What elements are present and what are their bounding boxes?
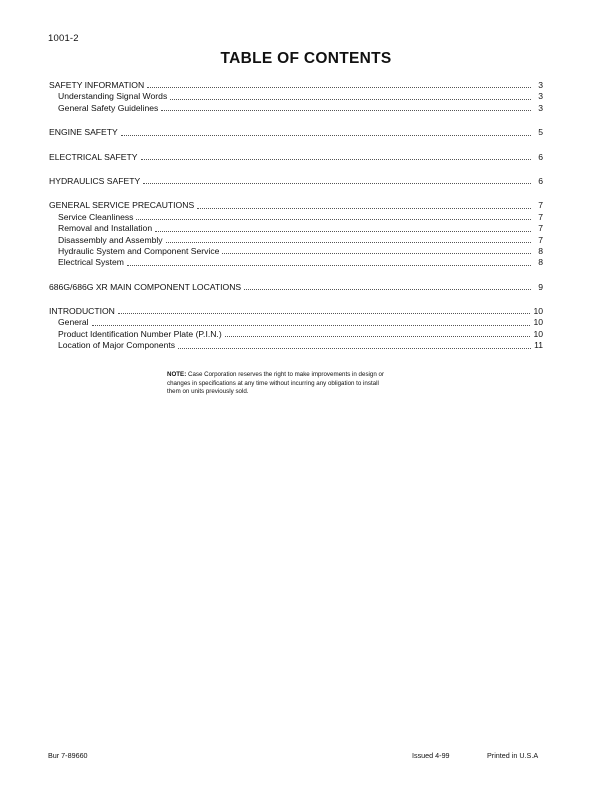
toc-entry-page: 8 bbox=[538, 245, 543, 256]
toc-leader-dots bbox=[92, 325, 531, 326]
toc-entry-label: Service Cleanliness bbox=[58, 211, 134, 222]
toc-entry-page: 7 bbox=[538, 223, 543, 234]
toc-subentry[interactable] bbox=[49, 257, 543, 268]
toc-entry-label: Hydraulic System and Component Service bbox=[58, 245, 220, 256]
toc-subentry[interactable] bbox=[49, 235, 543, 246]
toc-leader-dots bbox=[141, 159, 531, 160]
toc-section bbox=[49, 282, 543, 293]
toc-section-heading[interactable] bbox=[49, 306, 543, 317]
toc-leader-dots bbox=[136, 219, 531, 220]
toc-entry-page: 5 bbox=[538, 127, 543, 138]
toc-leader-dots bbox=[178, 348, 531, 349]
toc-leader-dots bbox=[244, 289, 531, 290]
toc-entry-label: Electrical System bbox=[58, 257, 124, 268]
page-title: TABLE OF CONTENTS bbox=[220, 50, 392, 67]
toc-entry-label: General bbox=[58, 317, 89, 328]
toc-entry-label: 686G/686G XR MAIN COMPONENT LOCATIONS bbox=[49, 281, 242, 292]
toc-leader-dots bbox=[170, 99, 531, 100]
toc-subentry[interactable] bbox=[49, 91, 543, 102]
toc-subentry[interactable] bbox=[49, 340, 543, 351]
toc-section bbox=[49, 306, 543, 352]
toc-entry-label: ENGINE SAFETY bbox=[49, 127, 118, 138]
toc-entry-label: Disassembly and Assembly bbox=[58, 234, 163, 245]
footer-document-id: Bur 7-89660 bbox=[48, 751, 88, 760]
toc-entry-label: GENERAL SERVICE PRECAUTIONS bbox=[49, 200, 195, 211]
toc-leader-dots bbox=[166, 242, 531, 243]
toc-leader-dots bbox=[161, 110, 531, 111]
toc-entry-page: 10 bbox=[533, 328, 543, 339]
toc-leader-dots bbox=[225, 336, 531, 337]
toc-entry-label: Understanding Signal Words bbox=[58, 91, 168, 102]
toc-section-heading[interactable] bbox=[49, 152, 543, 163]
toc-subentry[interactable] bbox=[49, 329, 543, 340]
toc-section bbox=[49, 176, 543, 187]
toc-leader-dots bbox=[147, 87, 531, 88]
page-number: 1001-2 bbox=[48, 33, 79, 44]
toc-leader-dots bbox=[155, 231, 531, 232]
toc-entry-label: HYDRAULICS SAFETY bbox=[49, 175, 141, 186]
note-text-1: Case Corporation reserves the right to make improvements in design or bbox=[187, 371, 385, 378]
toc-entry-page: 3 bbox=[538, 102, 543, 113]
toc-section bbox=[49, 152, 543, 163]
toc-leader-dots bbox=[197, 208, 531, 209]
note-line-2: changes in specifications at any time without incurring any obligation to install bbox=[167, 379, 379, 387]
toc-section bbox=[49, 80, 543, 114]
toc-entry-label: INTRODUCTION bbox=[49, 306, 115, 317]
toc-subentry[interactable] bbox=[49, 317, 543, 328]
toc-leader-dots bbox=[143, 183, 531, 184]
toc-entry-page: 3 bbox=[538, 80, 543, 90]
toc-section-heading[interactable] bbox=[49, 127, 543, 138]
note-block bbox=[167, 371, 467, 397]
toc-entry-page: 3 bbox=[538, 91, 543, 102]
toc-entry-page: 6 bbox=[538, 175, 543, 186]
toc-leader-dots bbox=[127, 265, 531, 266]
note-line-1 bbox=[167, 371, 467, 380]
toc-leader-dots bbox=[222, 253, 531, 254]
toc-entry-page: 9 bbox=[538, 281, 543, 292]
toc-entry-page: 6 bbox=[538, 151, 543, 162]
note-line-3: them on units previously sold. bbox=[167, 388, 249, 396]
toc-leader-dots bbox=[118, 313, 531, 314]
toc-subentry[interactable] bbox=[49, 103, 543, 114]
footer-printed: Printed in U.S.A bbox=[487, 751, 539, 760]
toc-subentry[interactable] bbox=[49, 223, 543, 234]
toc-entry-page: 8 bbox=[538, 257, 543, 268]
toc-entry-label: Product Identification Number Plate (P.I.N.) bbox=[58, 328, 222, 339]
toc-entry-page: 10 bbox=[533, 317, 543, 328]
footer-issued: Issued 4-99 bbox=[412, 751, 450, 760]
toc-section bbox=[49, 200, 543, 268]
toc-section bbox=[49, 127, 543, 138]
toc-leader-dots bbox=[121, 135, 531, 136]
toc-entry-page: 10 bbox=[533, 306, 543, 317]
toc-section-heading[interactable] bbox=[49, 282, 543, 293]
toc-section-heading[interactable] bbox=[49, 176, 543, 187]
table-of-contents bbox=[49, 80, 543, 365]
toc-section-heading[interactable] bbox=[49, 200, 543, 211]
toc-entry-page: 7 bbox=[538, 234, 543, 245]
toc-section-heading[interactable] bbox=[49, 80, 543, 91]
toc-entry-label: General Safety Guidelines bbox=[58, 102, 159, 113]
toc-entry-label: SAFETY INFORMATION bbox=[49, 80, 145, 90]
toc-entry-label: ELECTRICAL SAFETY bbox=[49, 151, 138, 162]
toc-subentry[interactable] bbox=[49, 246, 543, 257]
toc-entry-label: Removal and Installation bbox=[58, 223, 153, 234]
toc-entry-page: 11 bbox=[534, 340, 543, 351]
note-label: NOTE: bbox=[167, 371, 187, 378]
toc-entry-page: 7 bbox=[538, 211, 543, 222]
toc-entry-page: 7 bbox=[538, 200, 543, 211]
toc-entry-label: Location of Major Components bbox=[58, 340, 176, 351]
toc-subentry[interactable] bbox=[49, 212, 543, 223]
